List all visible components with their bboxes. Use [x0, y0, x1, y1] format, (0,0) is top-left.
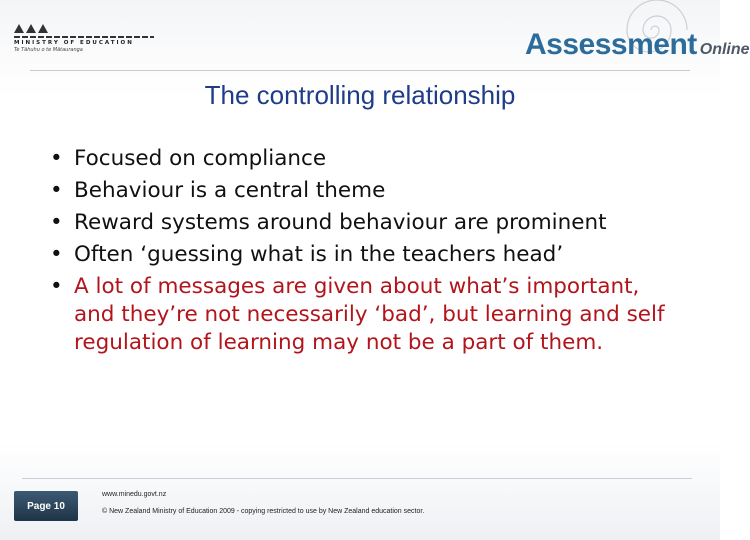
- bullet-text: Behaviour is a central theme: [74, 178, 386, 203]
- brand-sub: Online: [699, 41, 750, 58]
- header-divider: [30, 70, 690, 71]
- ministry-emblem-icon: [14, 24, 144, 33]
- brand-main: Assessment: [525, 28, 697, 61]
- bullet-icon: •: [50, 274, 63, 299]
- bullet-list: [50, 145, 680, 361]
- ministry-name: MINISTRY OF EDUCATION: [14, 40, 134, 46]
- footer-copyright: © New Zealand Ministry of Education 2009 - copying restricted to use by New Zealand education sector.: [102, 508, 425, 515]
- bullet-text: Focused on compliance: [74, 146, 327, 171]
- page-number-badge: Page 10: [14, 491, 78, 521]
- bullet-icon: •: [50, 210, 63, 235]
- bullet-text: Reward systems around behaviour are prominent: [74, 210, 607, 235]
- bullet-icon: •: [50, 242, 63, 267]
- bullet-text: Often ‘guessing what is in the teachers head’: [74, 242, 564, 267]
- ministry-maori-name: Te Tāhuhu o te Mātauranga: [14, 47, 83, 53]
- bullet-item: [50, 177, 680, 205]
- footer-url[interactable]: www.minedu.govt.nz: [102, 491, 167, 498]
- bullet-icon: •: [50, 178, 63, 203]
- assessment-online-logo: [525, 28, 750, 62]
- bullet-item: [50, 145, 680, 173]
- footer-divider: [22, 478, 692, 479]
- bullet-item: [50, 241, 680, 269]
- ministry-logo: [14, 24, 144, 53]
- ministry-rule: [14, 36, 154, 38]
- bullet-item: [50, 209, 680, 237]
- slide-title: The controlling relationship: [204, 80, 516, 110]
- bullet-text: A lot of messages are given about what’s important, and they’re not necessarily ‘bad’, but learning and self regulation of learning may not be a part of them.: [74, 274, 665, 355]
- bullet-item-highlight: [50, 273, 680, 357]
- bullet-icon: •: [50, 146, 63, 171]
